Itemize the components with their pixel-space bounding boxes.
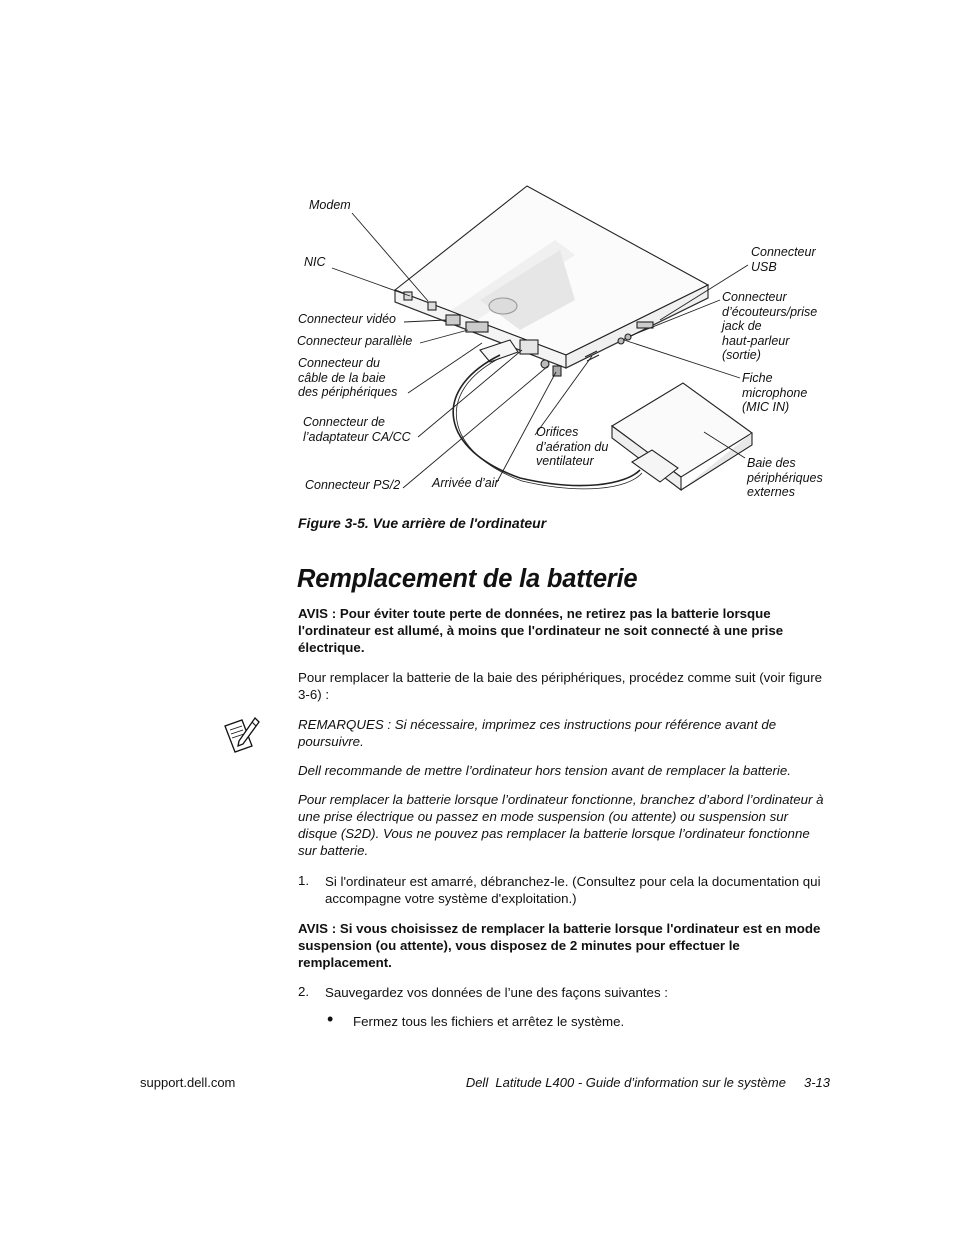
label-modem: Modem (309, 198, 351, 212)
step-number-1: 1. (298, 873, 310, 888)
label-usb-connector: Connecteur USB (751, 245, 816, 274)
label-parallel-connector: Connecteur parallèle (297, 334, 413, 348)
label-ac-adapter-connector: Connecteur de l’adaptateur CA/CC (303, 415, 411, 444)
note-power-off: Dell recommande de mettre l’ordinateur hors tension avant de remplacer la batterie. (298, 763, 791, 778)
label-ps2-connector: Connecteur PS/2 (305, 478, 401, 492)
label-fan-vents: Orifices d’aération du ventilateur (536, 425, 609, 469)
footer-title-page: Dell Latitude L400 - Guide d’information sur le système 3-13 (465, 1075, 830, 1090)
figure-caption: Figure 3-5. Vue arrière de l'ordinateur (298, 515, 547, 531)
step-number-2: 2. (298, 984, 310, 999)
label-video-connector: Connecteur vidéo (298, 312, 396, 326)
note-pencil-icon (222, 716, 260, 756)
label-air-intake: Arrivée d’air (432, 476, 499, 490)
notice-suspend-mode: AVIS : Si vous choisissez de remplacer la batterie lorsque l'ordinateur est en mode suspension (ou attente), vous disposez de 2 minutes pour effectuer le remplacement. (298, 921, 821, 970)
label-headphone-connector: Connecteur d’écouteurs/prise jack de haut-parleur (sortie) (722, 290, 818, 363)
label-mic-jack: Fiche microphone (MIC IN) (742, 371, 808, 415)
note-print-instructions: REMARQUES : Si nécessaire, imprimez ces instructions pour référence avant de poursuivre. (298, 717, 777, 749)
label-nic: NIC (304, 255, 326, 269)
step-1-text: Si l'ordinateur est amarré, débranchez-le. (Consultez pour cela la documentation qui accompagne votre système d'exploitation.) (325, 874, 821, 906)
notice-data-loss: AVIS : Pour éviter toute perte de données, ne retirez pas la batterie lorsque l'ordinateur est allumé, à moins que l'ordinateur ne soit connecté à une prise électrique. (298, 606, 784, 655)
step-2-text: Sauvegardez vos données de l’une des façons suivantes : (325, 985, 668, 1000)
section-title: Remplacement de la batterie (297, 565, 638, 593)
bullet-1-text: Fermez tous les fichiers et arrêtez le système. (353, 1014, 625, 1029)
footer-website: support.dell.com (140, 1075, 236, 1090)
intro-paragraph: Pour remplacer la batterie de la baie des périphériques, procédez comme suit (voir figure 3-6) : (298, 670, 823, 702)
note-while-running: Pour remplacer la batterie lorsque l’ordinateur fonctionne, branchez d’abord l’ordinateur à une prise électrique ou passez en mode suspension (ou attente) ou suspension sur disque (S2D). Vous ne pouvez pas remplacer la batterie lorsque l’ordinateur fonctionne sur batterie. (298, 792, 824, 858)
label-bay-cable-connector: Connecteur du câble de la baie des périphériques (298, 356, 398, 400)
label-external-bay: Baie des périphériques externes (747, 456, 823, 500)
bullet-icon: • (327, 1009, 334, 1029)
